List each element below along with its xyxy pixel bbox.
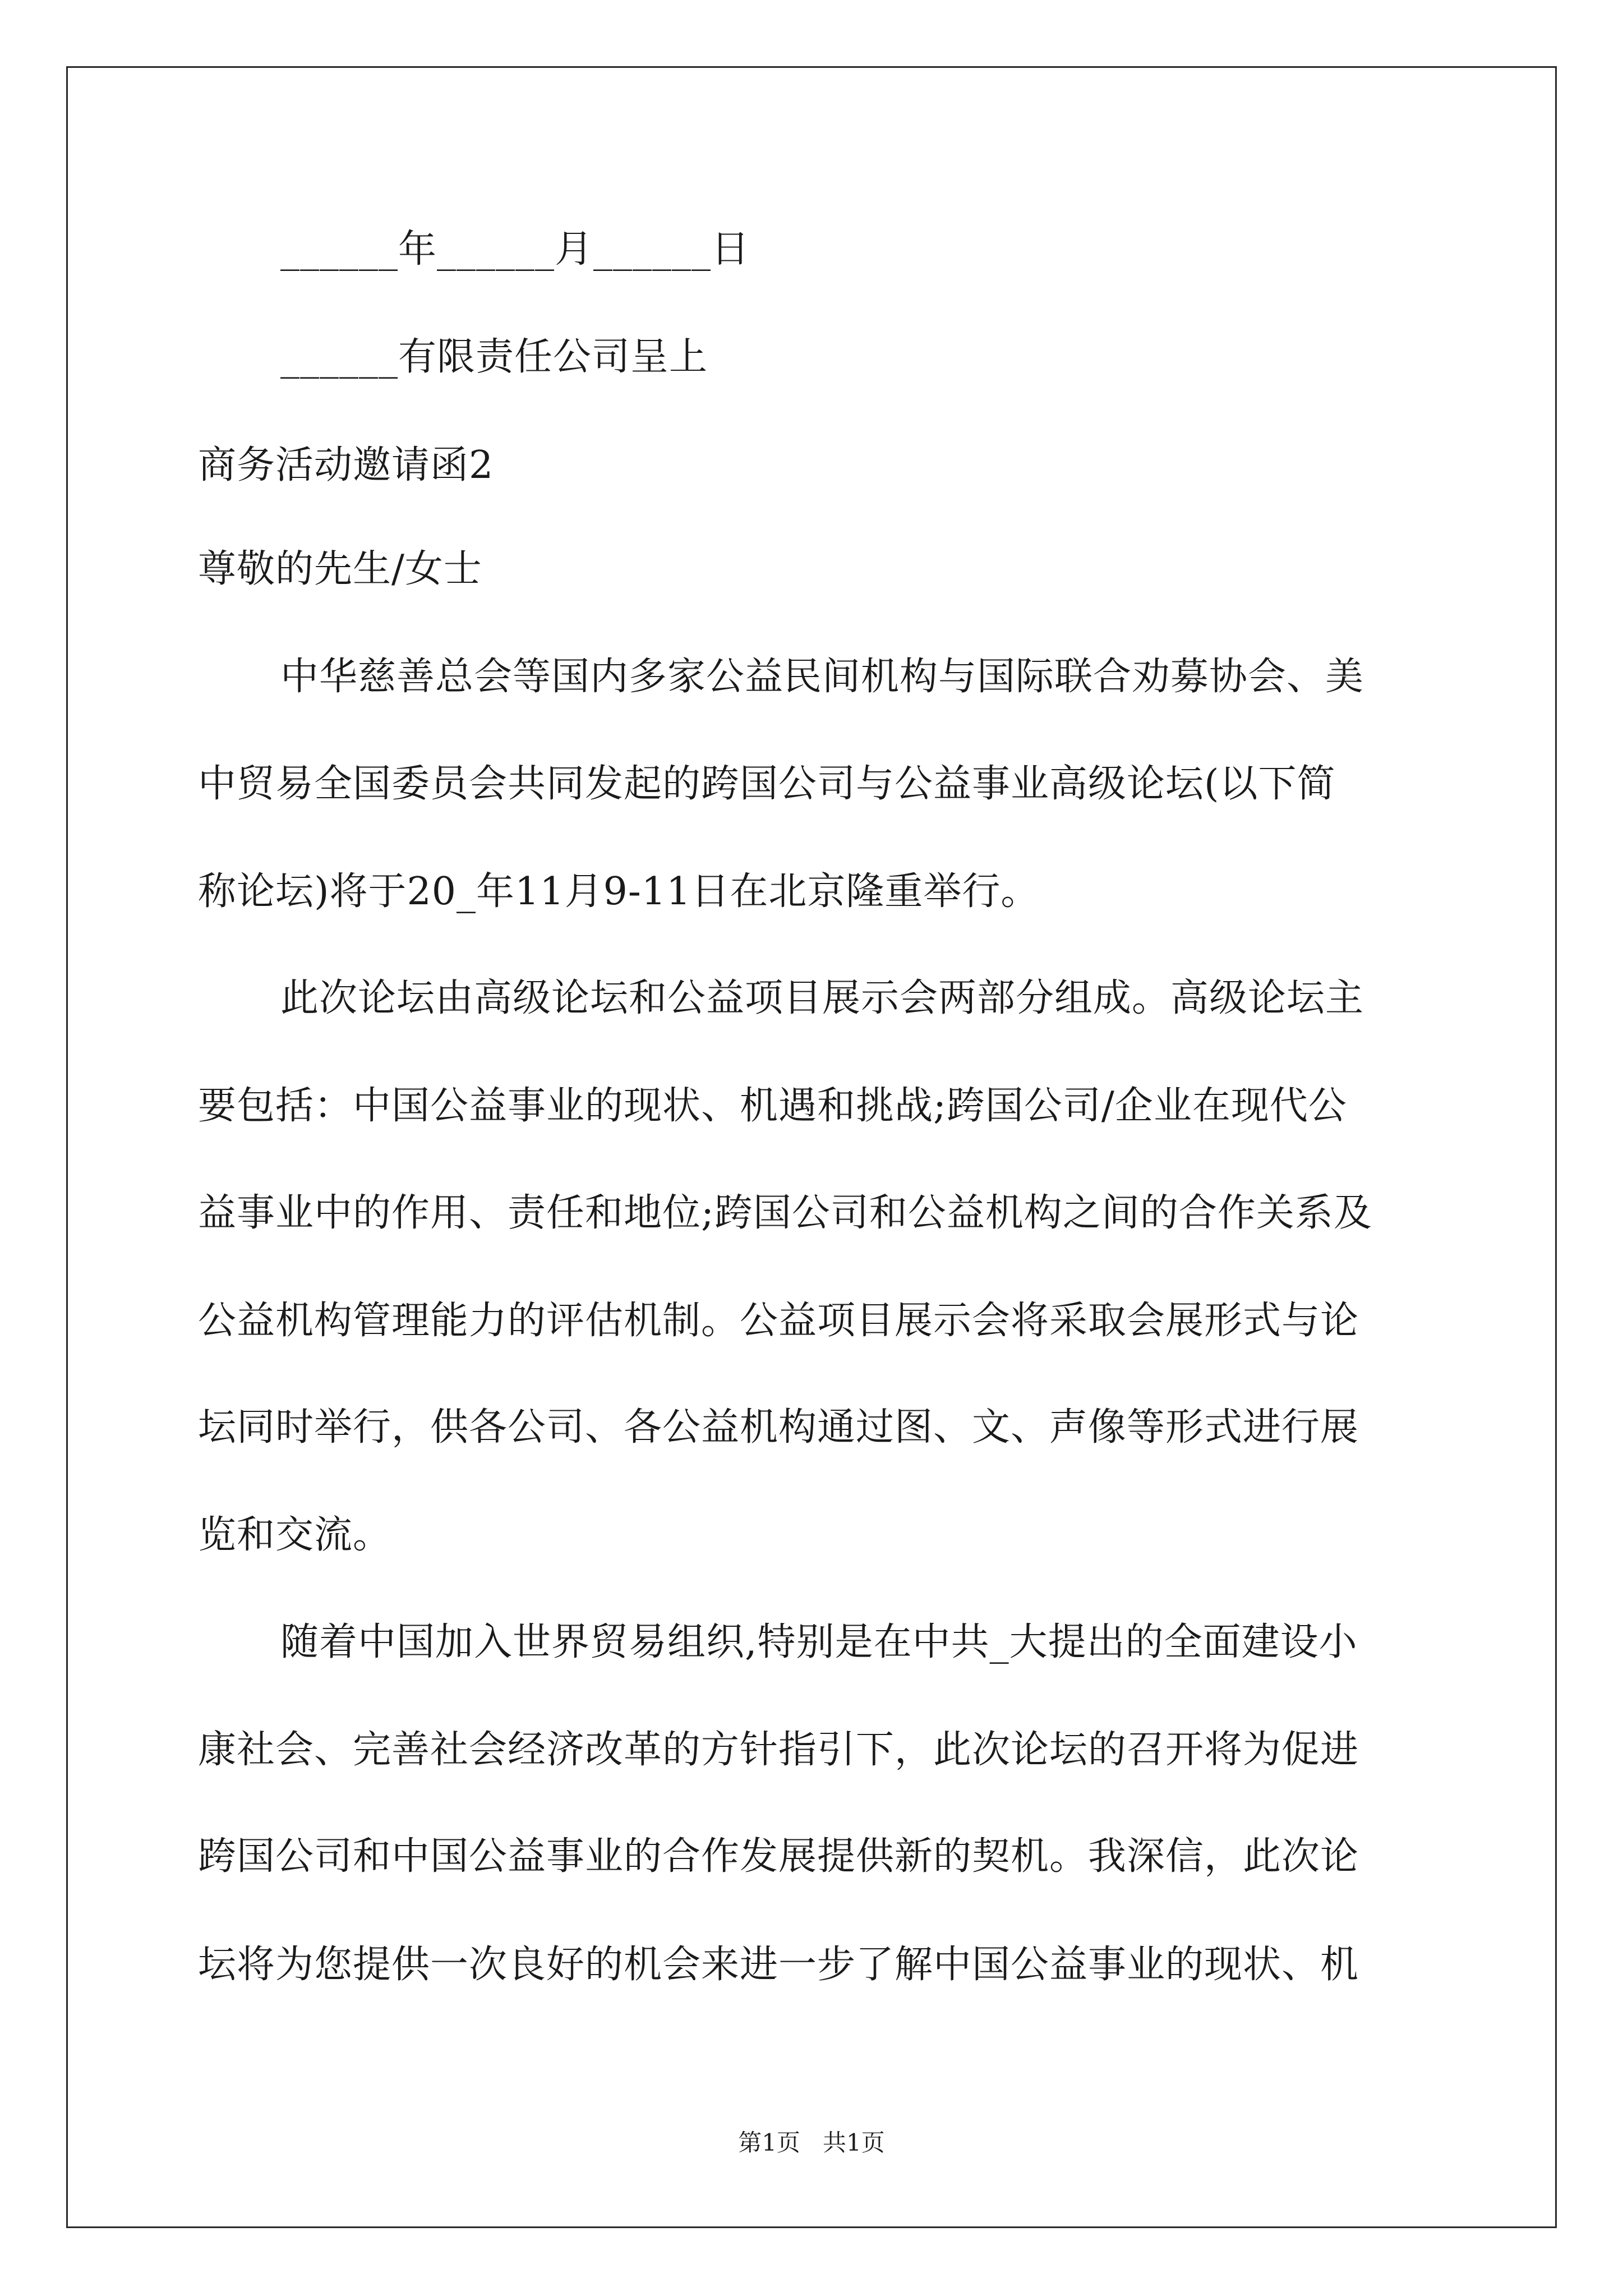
page-footer: 第1页 共1页	[738, 2129, 885, 2156]
paragraph-line: 益事业中的作用、责任和地位;跨国公司和公益机构之间的合作关系及	[198, 1191, 1372, 1235]
paragraph-line: 坛将为您提供一次良好的机会来进一步了解中国公益事业的现状、机	[198, 1943, 1359, 1987]
paragraph-line: 称论坛)将于20_年11月9-11日在北京隆重举行。	[198, 869, 1040, 914]
paragraph-line: 览和交流。	[198, 1513, 392, 1557]
paragraph-line: 公益机构管理能力的评估机制。公益项目展示会将采取会展形式与论	[198, 1299, 1359, 1343]
page-border	[66, 66, 1557, 2228]
salutation: 尊敬的先生/女士	[198, 547, 482, 591]
paragraph-line: 此次论坛由高级论坛和公益项目展示会两部分组成。高级论坛主	[280, 976, 1364, 1020]
paragraph-line: 坛同时举行，供各公司、各公益机构通过图、文、声像等形式进行展	[198, 1405, 1359, 1450]
paragraph-line: 中贸易全国委员会共同发起的跨国公司与公益事业高级论坛(以下简	[198, 762, 1336, 806]
paragraph-line: 随着中国加入世界贸易组织,特别是在中共_大提出的全面建设小	[280, 1620, 1358, 1664]
company-line: ______有限责任公司呈上	[280, 335, 708, 379]
paragraph-line: 康社会、完善社会经济改革的方针指引下，此次论坛的召开将为促进	[198, 1728, 1359, 1772]
date-line: ______年______月______日	[280, 227, 750, 272]
paragraph-line: 中华慈善总会等国内多家公益民间机构与国际联合劝募协会、美	[280, 655, 1364, 699]
paragraph-line: 跨国公司和中国公益事业的合作发展提供新的契机。我深信，此次论	[198, 1834, 1359, 1879]
letter-title: 商务活动邀请函2	[198, 443, 494, 487]
paragraph-line: 要包括：中国公益事业的现状、机遇和挑战;跨国公司/企业在现代公	[198, 1084, 1347, 1128]
